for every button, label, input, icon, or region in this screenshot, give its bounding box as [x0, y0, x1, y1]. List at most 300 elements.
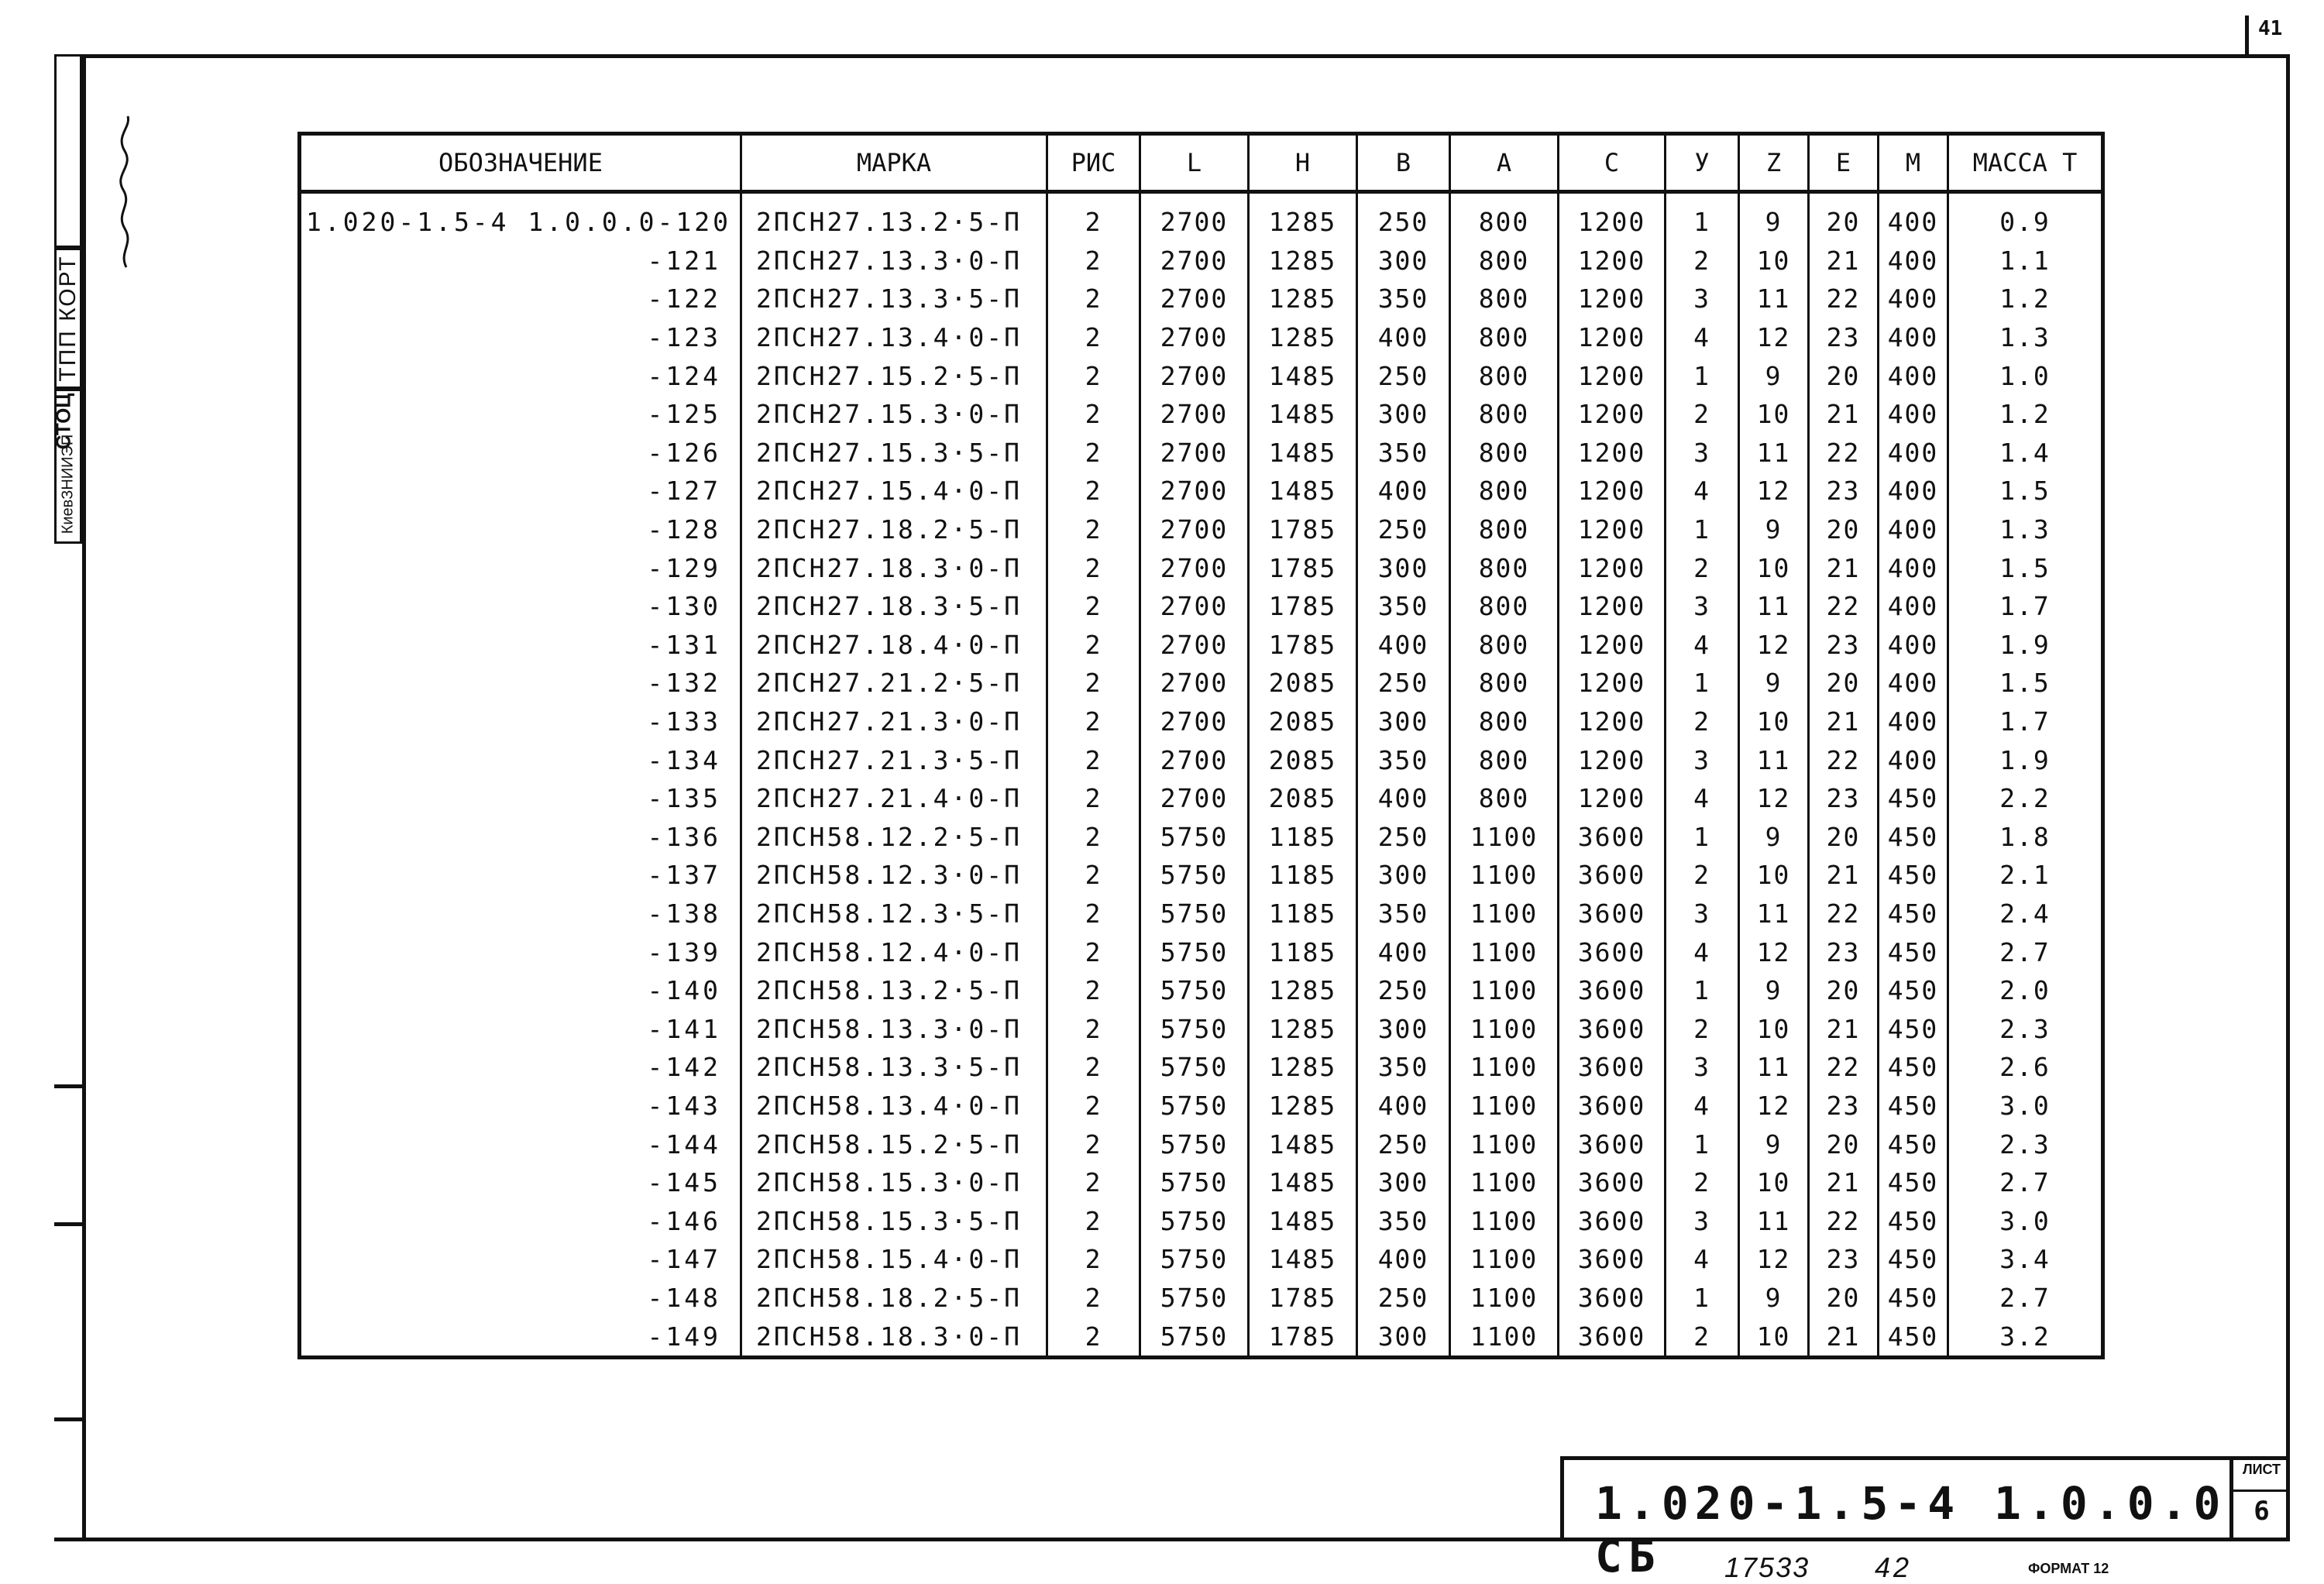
header-mark: МАРКА — [741, 134, 1047, 192]
cell-c: 3600 — [1559, 1201, 1666, 1240]
cell-e: 23 — [1809, 626, 1879, 665]
cell-mark: 2ПСН58.13.3·0-П — [741, 1009, 1047, 1048]
cell-mark: 2ПСН27.15.3·0-П — [741, 395, 1047, 434]
cell-figure: 2 — [1047, 356, 1140, 395]
table-row — [300, 548, 2103, 587]
table-row — [300, 1125, 2103, 1163]
cell-e: 22 — [1809, 1201, 1879, 1240]
cell-figure: 2 — [1047, 664, 1140, 703]
cell-e: 23 — [1809, 933, 1879, 971]
table-row — [300, 1240, 2103, 1279]
table-row — [300, 856, 2103, 895]
cell-designation: -142 — [300, 1048, 741, 1087]
cell-a: 1100 — [1450, 895, 1559, 933]
header-z: Z — [1739, 134, 1809, 192]
cell-b: 400 — [1357, 626, 1450, 665]
cell-z: 9 — [1739, 1279, 1809, 1318]
cell-h: 1285 — [1249, 280, 1357, 318]
cell-figure: 2 — [1047, 933, 1140, 971]
table-header-row — [300, 134, 2103, 192]
cell-m: 400 — [1879, 664, 1948, 703]
cell-b: 350 — [1357, 740, 1450, 779]
cell-a: 800 — [1450, 664, 1559, 703]
cell-mass: 3.2 — [1948, 1317, 2103, 1357]
cell-c: 1200 — [1559, 472, 1666, 510]
header-y: У — [1666, 134, 1739, 192]
cell-mass: 1.9 — [1948, 626, 2103, 665]
cell-b: 350 — [1357, 587, 1450, 626]
cell-a: 800 — [1450, 395, 1559, 434]
cell-a: 800 — [1450, 779, 1559, 818]
cell-c: 1200 — [1559, 626, 1666, 665]
cell-z: 12 — [1739, 318, 1809, 357]
cell-m: 400 — [1879, 280, 1948, 318]
cell-l: 2700 — [1140, 356, 1249, 395]
cell-y: 1 — [1666, 818, 1739, 857]
cell-figure: 2 — [1047, 472, 1140, 510]
cell-m: 400 — [1879, 434, 1948, 472]
table-row — [300, 626, 2103, 665]
cell-mark: 2ПСН58.12.3·5-П — [741, 895, 1047, 933]
cell-l: 5750 — [1140, 1048, 1249, 1087]
cell-z: 10 — [1739, 1009, 1809, 1048]
cell-figure: 2 — [1047, 1201, 1140, 1240]
cell-designation: -134 — [300, 740, 741, 779]
cell-c: 3600 — [1559, 1317, 1666, 1357]
cell-c: 3600 — [1559, 895, 1666, 933]
cell-l: 5750 — [1140, 1240, 1249, 1279]
cell-figure: 2 — [1047, 587, 1140, 626]
cell-mark: 2ПСН27.13.3·0-П — [741, 242, 1047, 280]
page-number: 41 — [2258, 17, 2283, 40]
cell-h: 1785 — [1249, 510, 1357, 549]
cell-m: 450 — [1879, 933, 1948, 971]
table-row — [300, 703, 2103, 741]
table-row — [300, 356, 2103, 395]
cell-e: 21 — [1809, 1163, 1879, 1202]
institute-code: СТОЦ — [51, 393, 75, 450]
cell-l: 2700 — [1140, 740, 1249, 779]
cell-z: 11 — [1739, 740, 1809, 779]
cell-designation: -144 — [300, 1125, 741, 1163]
cell-z: 11 — [1739, 587, 1809, 626]
document-code: 1.020-1.5-4 1.0.0.0 СБ — [1595, 1477, 2227, 1582]
cell-mark: 2ПСН27.15.4·0-П — [741, 472, 1047, 510]
table-row — [300, 434, 2103, 472]
cell-designation: -138 — [300, 895, 741, 933]
cell-l: 2700 — [1140, 779, 1249, 818]
cell-m: 400 — [1879, 510, 1948, 549]
cell-l: 5750 — [1140, 1279, 1249, 1318]
cell-a: 1100 — [1450, 1048, 1559, 1087]
cell-mark: 2ПСН58.15.4·0-П — [741, 1240, 1047, 1279]
cell-designation: -129 — [300, 548, 741, 587]
frame-top-border — [82, 54, 2290, 58]
cell-designation: -121 — [300, 242, 741, 280]
cell-b: 300 — [1357, 856, 1450, 895]
sheet-block — [2229, 1456, 2290, 1541]
institute-name: КиевЗНИИЭП — [59, 434, 77, 534]
cell-designation: -124 — [300, 356, 741, 395]
cell-y: 3 — [1666, 1201, 1739, 1240]
cell-y: 1 — [1666, 356, 1739, 395]
cell-l: 5750 — [1140, 1317, 1249, 1357]
format-label: ФОРМАТ 12 — [2028, 1561, 2109, 1576]
cell-e: 23 — [1809, 1087, 1879, 1125]
cell-l: 2700 — [1140, 318, 1249, 357]
cell-b: 300 — [1357, 1163, 1450, 1202]
cell-mass: 1.7 — [1948, 703, 2103, 741]
org-name: ТПП КОРТ — [55, 255, 81, 382]
table-row — [300, 740, 2103, 779]
cell-l: 5750 — [1140, 971, 1249, 1010]
cell-e: 22 — [1809, 1048, 1879, 1087]
cell-e: 21 — [1809, 1317, 1879, 1357]
cell-z: 9 — [1739, 971, 1809, 1010]
cell-m: 450 — [1879, 1087, 1948, 1125]
cell-z: 9 — [1739, 192, 1809, 242]
cell-c: 1200 — [1559, 587, 1666, 626]
header-h: H — [1249, 134, 1357, 192]
cell-z: 9 — [1739, 356, 1809, 395]
cell-m: 450 — [1879, 818, 1948, 857]
cell-z: 11 — [1739, 1201, 1809, 1240]
cell-y: 1 — [1666, 664, 1739, 703]
cell-mark: 2ПСН27.18.3·0-П — [741, 548, 1047, 587]
cell-h: 1285 — [1249, 318, 1357, 357]
table-row — [300, 664, 2103, 703]
table-row — [300, 587, 2103, 626]
cell-z: 10 — [1739, 395, 1809, 434]
cell-m: 450 — [1879, 1009, 1948, 1048]
cell-figure: 2 — [1047, 971, 1140, 1010]
cell-c: 1200 — [1559, 434, 1666, 472]
cell-mass: 3.0 — [1948, 1201, 2103, 1240]
table-row — [300, 818, 2103, 857]
cell-b: 350 — [1357, 1048, 1450, 1087]
cell-a: 1100 — [1450, 818, 1559, 857]
cell-e: 20 — [1809, 192, 1879, 242]
header-l: L — [1140, 134, 1249, 192]
cell-y: 3 — [1666, 434, 1739, 472]
margin-tick — [54, 1417, 84, 1421]
cell-mass: 2.2 — [1948, 779, 2103, 818]
cell-figure: 2 — [1047, 318, 1140, 357]
cell-mass: 1.1 — [1948, 242, 2103, 280]
cell-designation: 1.020-1.5-4 1.0.0.0-120 — [300, 192, 741, 242]
margin-tick — [54, 1222, 84, 1226]
cell-e: 21 — [1809, 548, 1879, 587]
cell-e: 20 — [1809, 664, 1879, 703]
cell-figure: 2 — [1047, 895, 1140, 933]
cell-e: 20 — [1809, 356, 1879, 395]
cell-mark: 2ПСН58.12.4·0-П — [741, 933, 1047, 971]
table-row — [300, 280, 2103, 318]
cell-mass: 1.2 — [1948, 280, 2103, 318]
cell-designation: -135 — [300, 779, 741, 818]
table-row — [300, 395, 2103, 434]
cell-y: 2 — [1666, 1009, 1739, 1048]
table-row — [300, 1279, 2103, 1318]
cell-e: 20 — [1809, 1125, 1879, 1163]
table-row — [300, 1009, 2103, 1048]
cell-y: 4 — [1666, 472, 1739, 510]
cell-l: 2700 — [1140, 395, 1249, 434]
cell-e: 21 — [1809, 703, 1879, 741]
cell-a: 800 — [1450, 280, 1559, 318]
cell-figure: 2 — [1047, 1087, 1140, 1125]
cell-z: 9 — [1739, 1125, 1809, 1163]
cell-h: 1185 — [1249, 818, 1357, 857]
cell-h: 1285 — [1249, 242, 1357, 280]
cell-z: 9 — [1739, 664, 1809, 703]
cell-b: 300 — [1357, 242, 1450, 280]
cell-y: 3 — [1666, 587, 1739, 626]
cell-b: 350 — [1357, 434, 1450, 472]
cell-z: 9 — [1739, 510, 1809, 549]
cell-h: 1185 — [1249, 933, 1357, 971]
cell-designation: -130 — [300, 587, 741, 626]
table-row — [300, 1087, 2103, 1125]
cell-mark: 2ПСН27.13.3·5-П — [741, 280, 1047, 318]
cell-c: 1200 — [1559, 703, 1666, 741]
cell-l: 5750 — [1140, 818, 1249, 857]
cell-c: 3600 — [1559, 1009, 1666, 1048]
cell-y: 4 — [1666, 933, 1739, 971]
cell-h: 1185 — [1249, 856, 1357, 895]
cell-l: 2700 — [1140, 548, 1249, 587]
cell-m: 450 — [1879, 1163, 1948, 1202]
cell-l: 2700 — [1140, 626, 1249, 665]
cell-mass: 2.7 — [1948, 933, 2103, 971]
cell-z: 10 — [1739, 548, 1809, 587]
cell-e: 21 — [1809, 395, 1879, 434]
cell-figure: 2 — [1047, 626, 1140, 665]
cell-c: 1200 — [1559, 242, 1666, 280]
cell-mark: 2ПСН58.12.2·5-П — [741, 818, 1047, 857]
cell-c: 3600 — [1559, 1279, 1666, 1318]
cell-h: 1485 — [1249, 395, 1357, 434]
cell-e: 22 — [1809, 434, 1879, 472]
cell-b: 250 — [1357, 971, 1450, 1010]
cell-c: 1200 — [1559, 192, 1666, 242]
cell-b: 400 — [1357, 779, 1450, 818]
cell-mark: 2ПСН58.13.2·5-П — [741, 971, 1047, 1010]
cell-h: 1485 — [1249, 1125, 1357, 1163]
cell-mass: 2.7 — [1948, 1163, 2103, 1202]
table-row — [300, 1201, 2103, 1240]
cell-a: 800 — [1450, 587, 1559, 626]
cell-e: 20 — [1809, 971, 1879, 1010]
cell-designation: -132 — [300, 664, 741, 703]
cell-a: 800 — [1450, 626, 1559, 665]
cell-l: 2700 — [1140, 434, 1249, 472]
cell-a: 800 — [1450, 510, 1559, 549]
cell-b: 350 — [1357, 895, 1450, 933]
cell-h: 1285 — [1249, 192, 1357, 242]
cell-h: 1485 — [1249, 472, 1357, 510]
cell-figure: 2 — [1047, 1163, 1140, 1202]
cell-l: 5750 — [1140, 1087, 1249, 1125]
cell-z: 12 — [1739, 1240, 1809, 1279]
cell-a: 800 — [1450, 318, 1559, 357]
cell-l: 2700 — [1140, 242, 1249, 280]
cell-figure: 2 — [1047, 1240, 1140, 1279]
cell-figure: 2 — [1047, 434, 1140, 472]
cell-c: 1200 — [1559, 510, 1666, 549]
table-row — [300, 510, 2103, 549]
cell-mass: 1.5 — [1948, 472, 2103, 510]
cell-b: 250 — [1357, 192, 1450, 242]
cell-z: 10 — [1739, 242, 1809, 280]
cell-designation: -125 — [300, 395, 741, 434]
cell-mark: 2ПСН27.21.3·0-П — [741, 703, 1047, 741]
cell-h: 2085 — [1249, 779, 1357, 818]
cell-b: 400 — [1357, 472, 1450, 510]
cell-c: 1200 — [1559, 395, 1666, 434]
cell-figure: 2 — [1047, 510, 1140, 549]
cell-b: 300 — [1357, 1317, 1450, 1357]
cell-m: 450 — [1879, 1125, 1948, 1163]
cell-c: 1200 — [1559, 664, 1666, 703]
cell-b: 300 — [1357, 548, 1450, 587]
cell-mass: 2.7 — [1948, 1279, 2103, 1318]
cell-figure: 2 — [1047, 1125, 1140, 1163]
cell-h: 1285 — [1249, 971, 1357, 1010]
cell-designation: -148 — [300, 1279, 741, 1318]
cell-m: 400 — [1879, 626, 1948, 665]
cell-y: 4 — [1666, 318, 1739, 357]
cell-b: 300 — [1357, 395, 1450, 434]
cell-a: 1100 — [1450, 1201, 1559, 1240]
cell-a: 800 — [1450, 548, 1559, 587]
cell-h: 1785 — [1249, 1279, 1357, 1318]
cell-mark: 2ПСН58.15.2·5-П — [741, 1125, 1047, 1163]
cell-c: 1200 — [1559, 356, 1666, 395]
cell-y: 4 — [1666, 779, 1739, 818]
header-e: E — [1809, 134, 1879, 192]
cell-b: 250 — [1357, 1279, 1450, 1318]
cell-b: 400 — [1357, 1240, 1450, 1279]
cell-e: 20 — [1809, 1279, 1879, 1318]
cell-mark: 2ПСН58.13.3·5-П — [741, 1048, 1047, 1087]
cell-e: 22 — [1809, 280, 1879, 318]
cell-mass: 2.4 — [1948, 895, 2103, 933]
cell-a: 1100 — [1450, 971, 1559, 1010]
cell-l: 2700 — [1140, 280, 1249, 318]
header-c: C — [1559, 134, 1666, 192]
cell-designation: -140 — [300, 971, 741, 1010]
cell-y: 3 — [1666, 895, 1739, 933]
cell-mark: 2ПСН27.18.3·5-П — [741, 587, 1047, 626]
cell-mark: 2ПСН27.15.2·5-П — [741, 356, 1047, 395]
cell-l: 2700 — [1140, 587, 1249, 626]
cell-figure: 2 — [1047, 740, 1140, 779]
cell-designation: -131 — [300, 626, 741, 665]
cell-y: 1 — [1666, 1125, 1739, 1163]
cell-z: 11 — [1739, 434, 1809, 472]
cell-a: 800 — [1450, 242, 1559, 280]
cell-designation: -133 — [300, 703, 741, 741]
cell-h: 1785 — [1249, 587, 1357, 626]
cell-mass: 2.3 — [1948, 1009, 2103, 1048]
table-body — [300, 192, 2103, 1358]
cell-z: 10 — [1739, 703, 1809, 741]
cell-b: 250 — [1357, 818, 1450, 857]
table-row — [300, 1317, 2103, 1357]
cell-b: 350 — [1357, 280, 1450, 318]
cell-a: 1100 — [1450, 856, 1559, 895]
cell-c: 3600 — [1559, 933, 1666, 971]
cell-e: 23 — [1809, 318, 1879, 357]
cell-a: 1100 — [1450, 933, 1559, 971]
cell-a: 800 — [1450, 192, 1559, 242]
cell-y: 4 — [1666, 1087, 1739, 1125]
cell-mark: 2ПСН27.21.3·5-П — [741, 740, 1047, 779]
cell-mark: 2ПСН27.18.4·0-П — [741, 626, 1047, 665]
cell-y: 2 — [1666, 703, 1739, 741]
cell-figure: 2 — [1047, 1048, 1140, 1087]
cell-b: 300 — [1357, 1009, 1450, 1048]
cell-a: 1100 — [1450, 1279, 1559, 1318]
cell-c: 1200 — [1559, 280, 1666, 318]
cell-e: 21 — [1809, 856, 1879, 895]
cell-c: 1200 — [1559, 318, 1666, 357]
cell-z: 12 — [1739, 933, 1809, 971]
cell-c: 3600 — [1559, 1087, 1666, 1125]
table-row — [300, 192, 2103, 242]
org-cell — [54, 248, 82, 389]
cell-b: 400 — [1357, 933, 1450, 971]
cell-h: 1485 — [1249, 434, 1357, 472]
cell-figure: 2 — [1047, 1317, 1140, 1357]
cell-h: 1785 — [1249, 548, 1357, 587]
cell-b: 250 — [1357, 510, 1450, 549]
frame-right-border — [2286, 54, 2290, 1541]
cell-figure: 2 — [1047, 242, 1140, 280]
header-figure: РИС — [1047, 134, 1140, 192]
cell-figure: 2 — [1047, 1279, 1140, 1318]
cell-mark: 2ПСН27.13.4·0-П — [741, 318, 1047, 357]
cell-e: 22 — [1809, 895, 1879, 933]
cell-m: 450 — [1879, 779, 1948, 818]
table-row — [300, 933, 2103, 971]
cell-y: 2 — [1666, 1317, 1739, 1357]
table-row — [300, 1163, 2103, 1202]
cell-l: 2700 — [1140, 472, 1249, 510]
cell-z: 10 — [1739, 1163, 1809, 1202]
cell-y: 1 — [1666, 971, 1739, 1010]
cell-m: 400 — [1879, 548, 1948, 587]
cell-y: 2 — [1666, 395, 1739, 434]
cell-m: 450 — [1879, 1201, 1948, 1240]
cell-b: 250 — [1357, 664, 1450, 703]
cell-mark: 2ПСН27.13.2·5-П — [741, 192, 1047, 242]
cell-a: 1100 — [1450, 1009, 1559, 1048]
cell-l: 2700 — [1140, 664, 1249, 703]
cell-z: 12 — [1739, 779, 1809, 818]
cell-figure: 2 — [1047, 856, 1140, 895]
cell-h: 2085 — [1249, 664, 1357, 703]
cell-e: 21 — [1809, 1009, 1879, 1048]
cell-l: 2700 — [1140, 192, 1249, 242]
cell-y: 1 — [1666, 1279, 1739, 1318]
cell-designation: -147 — [300, 1240, 741, 1279]
cell-l: 5750 — [1140, 1125, 1249, 1163]
cell-mass: 1.3 — [1948, 510, 2103, 549]
cell-y: 2 — [1666, 856, 1739, 895]
cell-h: 2085 — [1249, 703, 1357, 741]
